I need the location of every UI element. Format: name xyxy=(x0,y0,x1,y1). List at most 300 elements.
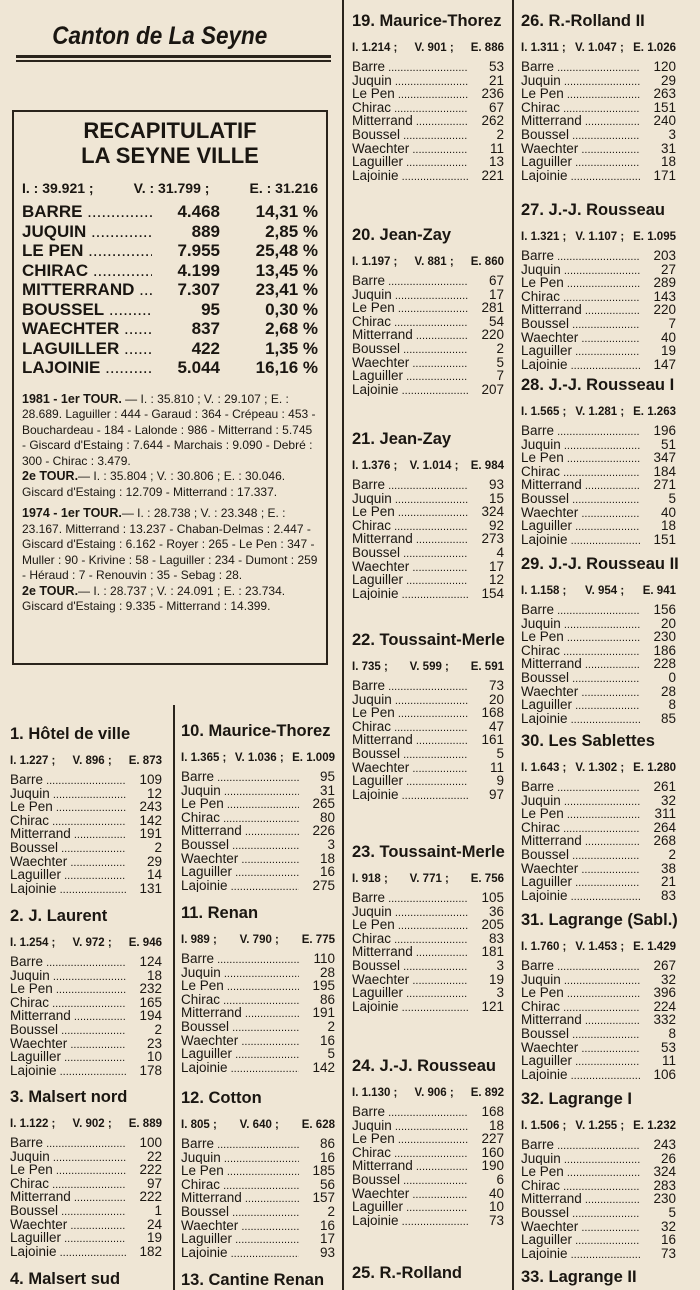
station-title: 22. Toussaint-Merle xyxy=(352,631,505,649)
vote-count: 18 xyxy=(146,967,162,983)
candidate-name: Waechter ..... xyxy=(521,862,640,876)
vote-count: 184 xyxy=(653,463,676,479)
result-row xyxy=(352,301,504,315)
recap-votes: 7.307 xyxy=(177,280,220,299)
result-row xyxy=(521,1027,676,1041)
candidate-name: Mitterrand ..... xyxy=(521,1013,640,1027)
station-inscrits: I. 1.158 ; xyxy=(521,585,567,597)
station-stats xyxy=(521,406,676,418)
station-inscrits: I. 1.506 ; xyxy=(521,1120,567,1132)
result-row xyxy=(10,773,162,787)
result-row xyxy=(352,720,504,734)
vote-count: 86 xyxy=(319,1136,335,1151)
vote-count: 168 xyxy=(481,705,504,721)
vote-count: 2 xyxy=(327,1203,335,1219)
station-votants: V. 771 ; xyxy=(409,873,449,885)
station-exprimes: E. 1.263 xyxy=(633,406,676,418)
result-row xyxy=(352,945,504,959)
polling-station xyxy=(352,1264,504,1283)
history-label: 2e TOUR. xyxy=(22,469,79,483)
history-text: — I. : 28.738 ; V. : 23.348 ; E. : 23.167. Mitterrand : 13.237 - Chaban-Delmas : 2.447 - Giscard d'Estaing : 6.162 - Royer : 265 - Le Pen : 347 - Muller : 90 - Krivine : 58 - Laguiller : 234 - Dumont : 259 - Héraud : 7 - Renouvin : 35 - Sebag : 28. xyxy=(22,506,318,582)
history-1974 xyxy=(22,506,318,615)
candidate-name: Chirac ..... xyxy=(181,993,299,1007)
station-inscrits: I. 1.130 ; xyxy=(352,1087,398,1099)
recap-row xyxy=(22,339,318,359)
result-row xyxy=(521,519,676,533)
result-row xyxy=(521,263,676,277)
candidate-name: Chirac ..... xyxy=(10,1177,126,1191)
candidate-name: Waechter ..... xyxy=(352,560,468,574)
vote-count: 264 xyxy=(653,819,676,835)
history-label: 1974 - 1er TOUR. xyxy=(22,506,122,520)
result-row xyxy=(521,1054,676,1068)
result-row xyxy=(10,996,162,1010)
vote-count: 190 xyxy=(481,1158,504,1174)
candidate-name: Lajoinie ..... xyxy=(352,587,468,601)
vote-count: 230 xyxy=(653,1191,676,1207)
station-stats xyxy=(181,752,335,764)
result-row xyxy=(352,679,504,693)
candidate-name: Boussel ..... xyxy=(352,959,468,973)
station-stats xyxy=(521,231,676,243)
vote-count: 40 xyxy=(660,504,676,520)
vote-count: 8 xyxy=(668,697,676,713)
vote-count: 22 xyxy=(146,1148,162,1164)
station-title: 2. J. Laurent xyxy=(10,907,108,925)
vote-count: 265 xyxy=(312,796,335,812)
station-votants: V. 1.281 ; xyxy=(575,406,625,418)
vote-count: 324 xyxy=(481,504,504,520)
result-row xyxy=(521,1206,676,1220)
recap-results xyxy=(22,202,318,378)
vote-count: 16 xyxy=(319,1149,335,1165)
vote-count: 1 xyxy=(154,1202,162,1218)
candidate-name: Boussel ..... xyxy=(181,1020,299,1034)
candidate-name: Juquin ..... xyxy=(352,74,468,88)
polling-station xyxy=(10,907,162,1077)
result-row xyxy=(521,533,676,547)
recap-candidate: MITTERRAND ..... xyxy=(22,280,152,300)
candidate-name: Juquin ..... xyxy=(352,693,468,707)
vote-count: 3 xyxy=(496,957,504,973)
station-title: 33. Lagrange II xyxy=(521,1268,637,1286)
candidate-name: Mitterrand ..... xyxy=(352,328,468,342)
candidate-name: Boussel ..... xyxy=(521,671,640,685)
result-row xyxy=(521,685,676,699)
vote-count: 232 xyxy=(139,981,162,997)
recap-row xyxy=(22,202,318,222)
result-row xyxy=(10,1231,162,1245)
station-title: 20. Jean-Zay xyxy=(352,226,452,244)
vote-count: 236 xyxy=(481,86,504,102)
station-stats xyxy=(10,1118,162,1130)
candidate-name: Barre ..... xyxy=(10,773,126,787)
result-row xyxy=(10,800,162,814)
candidate-name: Le Pen ..... xyxy=(10,982,126,996)
polling-station xyxy=(521,1268,676,1287)
result-row xyxy=(352,560,504,574)
recap-candidate: WAECHTER ..... xyxy=(22,319,152,339)
vote-count: 157 xyxy=(312,1190,335,1206)
vote-count: 18 xyxy=(488,1117,504,1133)
result-row xyxy=(181,824,335,838)
candidate-name: Laguiller ..... xyxy=(352,573,468,587)
result-row xyxy=(521,101,676,115)
result-row xyxy=(10,1150,162,1164)
vote-count: 16 xyxy=(319,864,335,880)
vote-count: 143 xyxy=(653,288,676,304)
recap-percent: 25,48 % xyxy=(255,241,318,260)
vote-count: 240 xyxy=(653,113,676,129)
result-row xyxy=(181,1191,335,1205)
result-row xyxy=(352,1119,504,1133)
vote-count: 23 xyxy=(146,1035,162,1051)
candidate-name: Lajoinie ..... xyxy=(10,882,126,896)
station-votants: V. 640 ; xyxy=(239,1119,279,1131)
result-row xyxy=(181,879,335,893)
candidate-name: Chirac ..... xyxy=(181,811,299,825)
vote-count: 220 xyxy=(481,327,504,343)
result-row xyxy=(181,852,335,866)
station-exprimes: E. 1.429 xyxy=(633,941,676,953)
recap-candidate: LAGUILLER ..... xyxy=(22,339,152,359)
recap-candidate: JUQUIN ..... xyxy=(22,222,152,242)
result-row xyxy=(352,60,504,74)
recap-votants: V. : 31.799 ; xyxy=(133,180,210,196)
station-exprimes: E. 1.095 xyxy=(633,231,676,243)
candidate-name: Waechter ..... xyxy=(181,1219,299,1233)
history-section xyxy=(22,392,318,615)
candidate-name: Lajoinie ..... xyxy=(10,1064,126,1078)
station-votants: V. 896 ; xyxy=(72,755,112,767)
station-inscrits: I. 1.197 ; xyxy=(352,256,398,268)
vote-count: 80 xyxy=(319,809,335,825)
candidate-name: Le Pen ..... xyxy=(352,301,468,315)
candidate-name: Chirac ..... xyxy=(352,1146,468,1160)
result-row xyxy=(352,761,504,775)
polling-station xyxy=(352,843,504,1013)
vote-count: 85 xyxy=(660,710,676,726)
candidate-name: Waechter ..... xyxy=(352,142,468,156)
recap-row xyxy=(22,261,318,281)
candidate-name: Barre ..... xyxy=(521,959,640,973)
result-row xyxy=(521,492,676,506)
result-row xyxy=(352,532,504,546)
vote-count: 73 xyxy=(488,678,504,693)
station-exprimes: E. 941 xyxy=(642,585,676,597)
station-votants: V. 599 ; xyxy=(409,661,449,673)
candidate-name: Juquin ..... xyxy=(521,74,640,88)
candidate-name: Chirac ..... xyxy=(521,1179,640,1193)
station-stats xyxy=(352,42,504,54)
station-title: 26. R.-Rolland II xyxy=(521,12,645,30)
vote-count: 228 xyxy=(653,656,676,672)
recap-percent: 2,85 % xyxy=(265,221,318,241)
result-row xyxy=(521,875,676,889)
polling-station xyxy=(10,725,162,895)
recap-votes: 5.044 xyxy=(177,358,220,377)
result-row xyxy=(521,303,676,317)
result-row xyxy=(521,60,676,74)
candidate-name: Mitterrand ..... xyxy=(10,1190,126,1204)
vote-count: 289 xyxy=(653,275,676,291)
vote-count: 106 xyxy=(653,1066,676,1082)
result-row xyxy=(521,807,676,821)
vote-count: 2 xyxy=(154,1021,162,1037)
candidate-name: Boussel ..... xyxy=(521,317,640,331)
station-inscrits: I. 918 ; xyxy=(352,873,388,885)
vote-count: 2 xyxy=(154,839,162,855)
polling-station xyxy=(10,1270,162,1289)
result-row xyxy=(10,787,162,801)
station-stats xyxy=(352,661,504,673)
result-row xyxy=(521,317,676,331)
result-row xyxy=(352,87,504,101)
result-row xyxy=(181,1219,335,1233)
vote-count: 191 xyxy=(312,1005,335,1021)
vote-count: 27 xyxy=(660,261,676,277)
station-title: 4. Malsert sud xyxy=(10,1270,121,1288)
vote-count: 227 xyxy=(481,1131,504,1147)
candidate-name: Waechter ..... xyxy=(521,1220,640,1234)
vote-count: 226 xyxy=(312,823,335,839)
vote-count: 97 xyxy=(488,786,504,802)
result-row xyxy=(352,918,504,932)
vote-count: 165 xyxy=(139,994,162,1010)
polling-station xyxy=(521,911,676,1081)
recap-row xyxy=(22,222,318,242)
candidate-name: Juquin ..... xyxy=(521,438,640,452)
candidate-name: Laguiller ..... xyxy=(521,698,640,712)
candidate-name: Laguiller ..... xyxy=(521,1233,640,1247)
result-row xyxy=(352,1132,504,1146)
vote-count: 17 xyxy=(319,1231,335,1247)
recap-percent: 14,31 % xyxy=(255,202,318,221)
result-row xyxy=(352,1146,504,1160)
recap-percent: 16,16 % xyxy=(255,358,318,377)
vote-count: 396 xyxy=(653,985,676,1001)
result-row xyxy=(521,424,676,438)
candidate-name: Le Pen ..... xyxy=(521,451,640,465)
vote-count: 151 xyxy=(653,99,676,115)
candidate-name: Waechter ..... xyxy=(352,973,468,987)
station-exprimes: E. 1.009 xyxy=(292,752,335,764)
vote-count: 324 xyxy=(653,1164,676,1180)
polling-station xyxy=(521,376,676,546)
station-exprimes: E. 1.280 xyxy=(633,762,676,774)
vote-count: 196 xyxy=(653,423,676,438)
result-row xyxy=(352,519,504,533)
candidate-name: Lajoinie ..... xyxy=(181,1246,299,1260)
result-row xyxy=(352,128,504,142)
candidate-name: Barre ..... xyxy=(352,478,468,492)
vote-count: 14 xyxy=(146,867,162,883)
column-divider xyxy=(512,0,514,1290)
vote-count: 271 xyxy=(653,477,676,493)
vote-count: 222 xyxy=(139,1189,162,1205)
result-row xyxy=(181,1047,335,1061)
result-row xyxy=(352,1173,504,1187)
station-inscrits: I. 735 ; xyxy=(352,661,388,673)
vote-count: 185 xyxy=(312,1163,335,1179)
candidate-name: Laguiller ..... xyxy=(10,1050,126,1064)
polling-station xyxy=(521,12,676,182)
recap-percent: 13,45 % xyxy=(255,260,318,280)
vote-count: 20 xyxy=(488,691,504,707)
result-row xyxy=(521,603,676,617)
vote-count: 161 xyxy=(481,732,504,748)
station-inscrits: I. 989 ; xyxy=(181,934,217,946)
result-row xyxy=(181,1061,335,1075)
vote-count: 73 xyxy=(488,1212,504,1228)
candidate-name: Boussel ..... xyxy=(181,1205,299,1219)
candidate-name: Lajoinie ..... xyxy=(352,169,468,183)
recap-votes: 7.955 xyxy=(177,241,220,260)
candidate-name: Laguiller ..... xyxy=(521,155,640,169)
recap-votes: 837 xyxy=(191,319,220,338)
vote-count: 205 xyxy=(481,917,504,933)
vote-count: 221 xyxy=(481,167,504,183)
result-row xyxy=(10,982,162,996)
candidate-name: Laguiller ..... xyxy=(352,369,468,383)
polling-station xyxy=(521,1090,676,1260)
result-row xyxy=(181,811,335,825)
vote-count: 11 xyxy=(489,140,504,156)
station-title: 23. Toussaint-Merle xyxy=(352,843,505,861)
candidate-name: Laguiller ..... xyxy=(521,875,640,889)
result-row xyxy=(521,169,676,183)
result-row xyxy=(352,932,504,946)
vote-count: 97 xyxy=(146,1175,162,1191)
candidate-name: Mitterrand ..... xyxy=(352,532,468,546)
station-votants: V. 902 ; xyxy=(72,1118,112,1130)
result-row xyxy=(352,891,504,905)
station-votants: V. 906 ; xyxy=(414,1087,454,1099)
vote-count: 243 xyxy=(139,799,162,815)
vote-count: 267 xyxy=(653,958,676,973)
vote-count: 131 xyxy=(139,880,162,896)
result-row xyxy=(352,315,504,329)
vote-count: 262 xyxy=(481,113,504,129)
candidate-name: Juquin ..... xyxy=(521,263,640,277)
result-row xyxy=(352,986,504,1000)
candidate-name: Le Pen ..... xyxy=(352,87,468,101)
vote-count: 5 xyxy=(668,490,676,506)
candidate-name: Chirac ..... xyxy=(352,315,468,329)
vote-count: 31 xyxy=(319,782,335,798)
candidate-name: Mitterrand ..... xyxy=(181,1191,299,1205)
candidate-name: Waechter ..... xyxy=(521,331,640,345)
candidate-name: Waechter ..... xyxy=(10,1218,126,1232)
recap-votes: 4.468 xyxy=(177,202,220,221)
candidate-name: Mitterrand ..... xyxy=(521,657,640,671)
candidate-name: Waechter ..... xyxy=(352,761,468,775)
result-row xyxy=(181,979,335,993)
candidate-name: Laguiller ..... xyxy=(10,868,126,882)
vote-count: 171 xyxy=(653,167,676,183)
candidate-name: Barre ..... xyxy=(181,1137,299,1151)
result-row xyxy=(521,1138,676,1152)
candidate-name: Waechter ..... xyxy=(181,1034,299,1048)
vote-count: 17 xyxy=(488,558,504,574)
vote-count: 19 xyxy=(488,971,504,987)
result-row xyxy=(521,249,676,263)
result-row xyxy=(521,959,676,973)
station-votants: V. 1.453 ; xyxy=(575,941,625,953)
recap-percent: 1,35 % xyxy=(265,338,318,358)
station-votants: V. 972 ; xyxy=(72,937,112,949)
candidate-name: Barre ..... xyxy=(521,424,640,438)
result-row xyxy=(352,788,504,802)
station-stats xyxy=(352,460,504,472)
vote-count: 178 xyxy=(139,1062,162,1078)
station-stats xyxy=(181,1119,335,1131)
station-exprimes: E. 886 xyxy=(470,42,504,54)
result-row xyxy=(352,328,504,342)
vote-count: 19 xyxy=(146,1230,162,1246)
candidate-name: Waechter ..... xyxy=(521,142,640,156)
vote-count: 10 xyxy=(146,1049,162,1065)
result-row xyxy=(10,855,162,869)
candidate-name: Juquin ..... xyxy=(521,1152,640,1166)
vote-count: 67 xyxy=(488,99,504,115)
result-row xyxy=(352,587,504,601)
vote-count: 38 xyxy=(660,860,676,876)
vote-count: 263 xyxy=(653,86,676,102)
vote-count: 151 xyxy=(653,531,676,547)
candidate-name: Mitterrand ..... xyxy=(352,1159,468,1173)
result-row xyxy=(521,780,676,794)
candidate-name: Chirac ..... xyxy=(181,1178,299,1192)
vote-count: 7 xyxy=(668,315,676,331)
candidate-name: Le Pen ..... xyxy=(10,800,126,814)
candidate-name: Mitterrand ..... xyxy=(181,824,299,838)
result-row xyxy=(352,505,504,519)
candidate-name: Chirac ..... xyxy=(521,465,640,479)
station-votants: V. 1.302 ; xyxy=(575,762,625,774)
result-row xyxy=(181,993,335,1007)
result-row xyxy=(521,630,676,644)
candidate-name: Lajoinie ..... xyxy=(521,533,640,547)
vote-count: 5 xyxy=(496,745,504,761)
candidate-name: Boussel ..... xyxy=(521,492,640,506)
vote-count: 47 xyxy=(488,718,504,734)
result-row xyxy=(352,142,504,156)
station-inscrits: I. 805 ; xyxy=(181,1119,217,1131)
candidate-name: Juquin ..... xyxy=(352,905,468,919)
polling-station xyxy=(181,1271,335,1290)
station-title: 19. Maurice-Thorez xyxy=(352,12,502,30)
station-exprimes: E. 756 xyxy=(470,873,504,885)
candidate-name: Mitterrand ..... xyxy=(521,303,640,317)
result-row xyxy=(352,155,504,169)
candidate-name: Lajoinie ..... xyxy=(521,1068,640,1082)
result-row xyxy=(521,1165,676,1179)
candidate-name: Le Pen ..... xyxy=(521,1165,640,1179)
recap-stats xyxy=(22,180,318,196)
result-row xyxy=(521,986,676,1000)
result-row xyxy=(10,827,162,841)
vote-count: 142 xyxy=(312,1059,335,1075)
result-row xyxy=(352,492,504,506)
station-stats xyxy=(10,937,162,949)
history-label: 2e TOUR. xyxy=(22,583,79,598)
candidate-name: Juquin ..... xyxy=(521,794,640,808)
candidate-name: Chirac ..... xyxy=(352,101,468,115)
result-row xyxy=(181,1137,335,1151)
vote-count: 4 xyxy=(496,544,504,560)
vote-count: 51 xyxy=(660,436,676,452)
